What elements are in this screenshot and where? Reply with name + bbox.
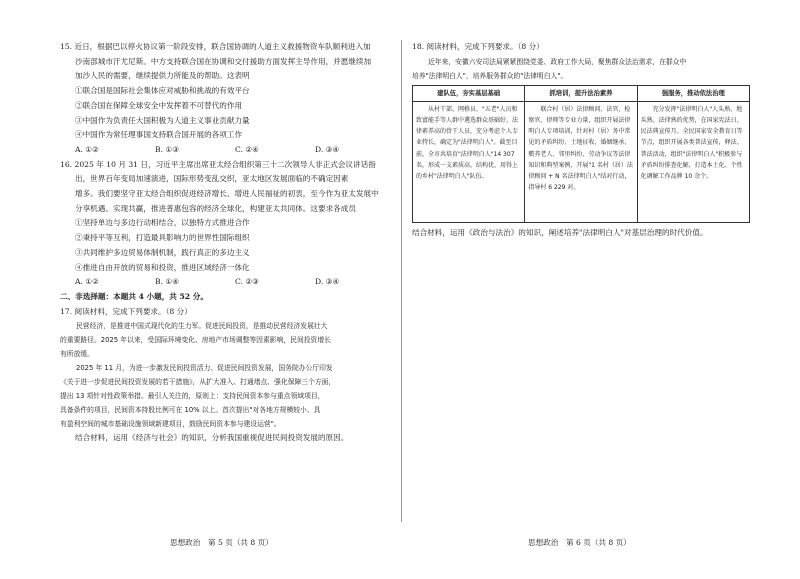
q15-stem-line: 加沙人民的需要，继续提供力所能及的帮助。这表明 bbox=[75, 71, 250, 81]
q17-material-line: 有所放缓。 bbox=[60, 350, 94, 359]
q16-stem-line: 分享机遇、实现共赢，推进普惠包容的经济全球化，构建亚太共同体。这要求各成员 bbox=[75, 203, 356, 213]
table-header-row bbox=[413, 85, 750, 101]
option-b: B. ①③ bbox=[155, 144, 180, 154]
q15-stem-line: 15. 近日，根据巴以停火协议第一阶段安排，联合国协调的人道主义救援物资车队顺利进入加 bbox=[60, 42, 371, 51]
q17-material-line: 的重要路径。2025 年以来，受国际环境变化、房地产市场调整等因素影响，民间投资增长 bbox=[60, 336, 331, 345]
q16-item: ②秉持平等互利，打造最具影响力的世界性国际组织 bbox=[75, 233, 250, 243]
column-divider bbox=[401, 40, 402, 522]
question-15 bbox=[60, 40, 395, 158]
table-cell: 从村干部、网格员、"五老"人员和致富能手等人群中遴选群众基础好、法律素养高的骨干人员，充分考虑个人专业特长，确定为"法律明白人"。截至目前，全市共培育"法律明白人"14 307 名，形成一支素质高、结构优、用得上的乡村"法律明白人"队伍。 bbox=[413, 101, 525, 222]
table-header-cell: 抓培训，提升法治素养 bbox=[525, 85, 637, 101]
q17-material-line: 《关于进一步促进民间投资发展的若干措施》，从扩大准入、打通堵点、强化保障三个方面， bbox=[60, 378, 336, 387]
left-page bbox=[60, 40, 395, 446]
q16-item: ③共同维护多边贸易体制机制，践行真正的多边主义 bbox=[75, 247, 250, 257]
q15-item: ④中国作为常任理事国支持联合国开展的各项工作 bbox=[75, 130, 243, 140]
option-a: A. ①② bbox=[75, 144, 99, 154]
q16-stem-line: 16. 2025 年 10 月 31 日，习近平主席出席亚太经合组织第三十二次领导人非正式会议讲话指 bbox=[60, 159, 376, 169]
table-header-cell: 强服务，推动依法治理 bbox=[637, 85, 749, 101]
q15-options bbox=[60, 143, 395, 158]
q15-stem-line: 沙南部城市汗尤尼斯。中方支持联合国在协调和交付援助方面发挥主导作用，并愿继续加 bbox=[75, 56, 372, 66]
option-d: D. ③④ bbox=[315, 144, 340, 154]
q17-material-line: 提出 13 项针对性政策举措。最引人关注的，原则上：支持民间资本参与重点领域项目， bbox=[60, 392, 325, 401]
q15-item: ③中国作为负责任大国积极为人道主义事业贡献力量 bbox=[75, 115, 250, 125]
q17-material-line: 有盈利空间的城市基础设施领域新建项目，鼓励民间资本参与建设运营"。 bbox=[60, 420, 281, 429]
question-18 bbox=[412, 40, 750, 240]
question-17 bbox=[60, 305, 395, 446]
q18-task: 结合材料，运用《政治与法治》的知识，阐述培养"法律明白人"对基层治理的时代价值。 bbox=[412, 227, 708, 237]
option-c: C. ②④ bbox=[235, 144, 259, 154]
table-cell: 联合村（居）法律顾问、法官、检察官、律师等专业力量，组织开展法律明白人专项培训，针对村（居）务中常见的矛盾纠纷、土地征收、婚姻继承、赡养老人、邻里纠纷、劳动争议等法律知识和典型案例，开展"1 名村（居）法律顾问 + N 名法律明白人"结对行动，指导村 6 229 对。 bbox=[525, 101, 637, 222]
table-row bbox=[413, 101, 750, 222]
q17-material-line: 2025 年 11 月，为进一步激发民间投资活力、促进民间投资发展，国务院办公厅印发 bbox=[76, 364, 333, 373]
right-page bbox=[412, 40, 750, 240]
q17-material-line: 具备条件的项目，民间资本持股比例可在 10% 以上。首次提出"对各地方规模较小、具 bbox=[60, 406, 321, 415]
option-c: C. ②③ bbox=[235, 277, 259, 287]
option-d: D. ③④ bbox=[315, 277, 340, 287]
q16-options bbox=[60, 275, 395, 290]
table-cell: 充分发挥"法律明白人"人头熟、地头熟、法律熟的优势，在国家宪法日、民法典宣传月、全民国家安全教育日等节点，组织开展各类普法宣传，释法、普法活动，组织"法律明白人"积极参与矛盾纠纷排查化解，打造本土化、个性化调解工作品牌 10 余个。 bbox=[637, 101, 749, 222]
option-a: A. ①② bbox=[75, 277, 99, 287]
page-footer-left: 思想政治 第 5 页（共 8 页） bbox=[170, 538, 273, 547]
q16-item: ①坚持单边与多边行动相结合，以独特方式推进合作 bbox=[75, 218, 250, 228]
q15-item: ②联合国在保障全球安全中发挥着不可替代的作用 bbox=[75, 100, 243, 110]
q17-material-line: 民营经济，是推进中国式现代化的生力军。促进民间投资，是推动民营经济发展壮大 bbox=[76, 322, 328, 331]
page-footer-right: 思想政治 第 6 页（共 8 页） bbox=[528, 538, 631, 547]
table-header-cell: 建队伍，夯实基层基础 bbox=[413, 85, 525, 101]
q17-head: 17. 阅读材料，完成下列要求。（8 分） bbox=[60, 306, 192, 316]
q16-stem-line: 出，世界百年变局加速演进，国际形势变乱交织，亚太地区发展面临的不确定因素 bbox=[75, 174, 349, 184]
q18-table bbox=[412, 85, 750, 223]
q18-head: 18. 阅读材料，完成下列要求。（8 分） bbox=[412, 42, 544, 51]
q16-stem-line: 增多。我们要坚守亚太经合组织促进经济增长、增进人民福祉的初衷，至今作为亚太发展中 bbox=[75, 189, 379, 199]
q15-item: ①联合国是国际社会集体应对威胁和挑战的有效平台 bbox=[75, 86, 250, 96]
section-heading: 二、非选择题：本题共 4 小题，共 52 分。 bbox=[60, 291, 208, 301]
option-b: B. ①④ bbox=[155, 277, 180, 287]
q18-material-line: 近年来，安徽六安司法局紧紧围绕党委、政府工作大局，聚焦群众法治需求，在群众中 bbox=[428, 57, 687, 66]
q18-material-line: 培养"法律明白人"，培养服务群众的"法律明白人"。 bbox=[412, 71, 568, 80]
question-16 bbox=[60, 158, 395, 290]
q17-task: 结合材料，运用《经济与社会》的知识，分析我国重视促进民间投资发展的原因。 bbox=[75, 433, 349, 443]
q16-item: ④推进自由开放的贸易和投资，推进区域经济一体化 bbox=[75, 262, 250, 272]
